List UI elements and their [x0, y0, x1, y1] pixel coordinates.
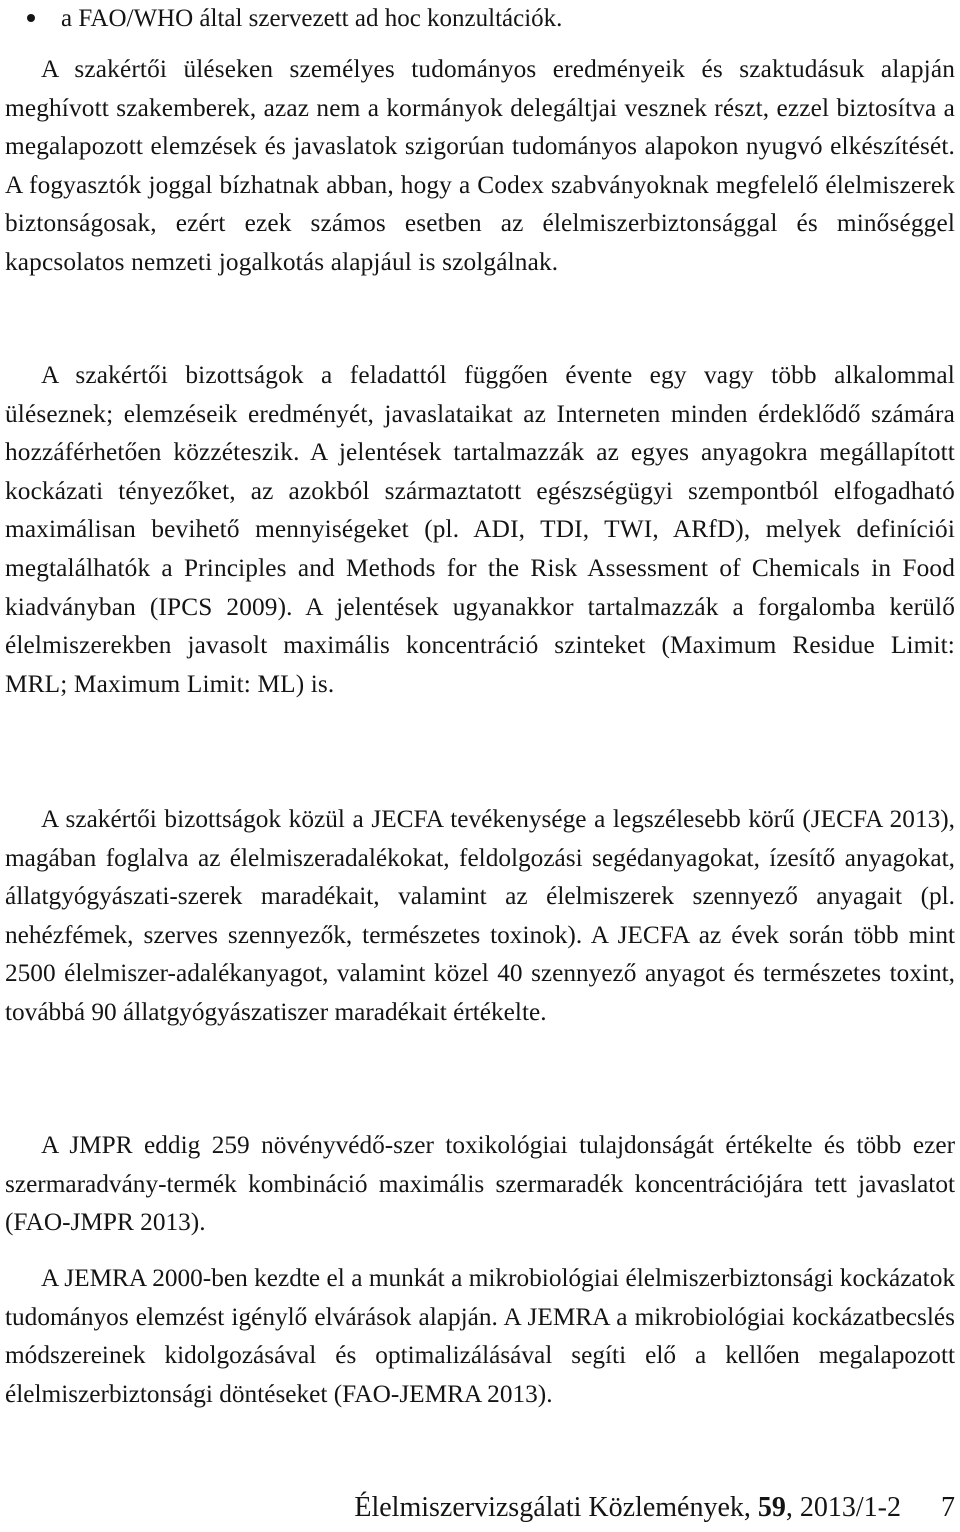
- journal-volume: 59: [757, 1492, 786, 1523]
- bullet-list-item: [5, 4, 955, 34]
- journal-issue: , 2013/1-2: [785, 1492, 901, 1523]
- paragraph: A JEMRA 2000-ben kezdte el a munkát a mikrobiológiai élelmiszerbiztonsági kockázatok tudományos elemzést igénylő elvárások alapján. A JEMRA a mikrobiológiai kockázatbecslés módszereinek kidolgozásával és optimalizálásával segíti elő a kellően megalapozott élelmiszerbiztonsági döntéseket (FAO-JEMRA 2013).: [5, 1264, 955, 1408]
- page-footer: [5, 1490, 955, 1526]
- bullet-item-text: a FAO/WHO által szervezett ad hoc konzultációk.: [61, 5, 563, 32]
- paragraph: A szakértői üléseken személyes tudományos eredményeik és szaktudásuk alapján meghívott szakemberek, azaz nem a kormányok delegáltjai vesznek részt, ezzel biztosítva a megalapozott elemzések és javaslatok szigorúan tudományos alapokon nyugvó elkészítését. A fogyasztók joggal bízhatnak abban, hogy a Codex szabványoknak megfelelő élelmiszerek biztonságosak, ezért ezek számos esetben az élelmiszerbiztonsággal és minőséggel kapcsolatos nemzeti jogalkotás alapjául is szolgálnak.: [5, 55, 955, 276]
- paragraph: A JMPR eddig 259 növényvédő-szer toxikológiai tulajdonságát értékelte és több ezer szermaradvány-termék kombináció maximális szermaradék koncentrációjára tett javaslatot (FAO-JMPR 2013).: [5, 1131, 955, 1237]
- paragraph: A szakértői bizottságok a feladattól függően évente egy vagy több alkalommal üléseznek; elemzéseik eredményét, javaslataikat az Interneten minden érdeklődő számára hozzáférhetően közzéteszik. A jelentések tartalmazzák az egyes anyagokra megállapított kockázati tényezőket, az azokból származtatott egészségügyi szempontból elfogadható maximálisan bevihető mennyiségeket (pl. ADI, TDI, TWI, ARfD), melyek definíciói megtalálhatók a Principles and Methods for the Risk Assessment of Chemicals in Food kiadványban (IPCS 2009). A jelentések ugyanakkor tartalmazzák a forgalomba kerülő élelmiszerekben javasolt maximális koncentráció szinteket (Maximum Residue Limit: MRL; Maximum Limit: ML) is.: [5, 361, 955, 698]
- paragraph: A szakértői bizottságok közül a JECFA tevékenysége a legszélesebb körű (JECFA 2013), magában foglalva az élelmiszeradalékokat, feldolgozási segédanyagokat, ízesítő anyagokat, állatgyógyászati-szerek maradékait, valamint az élelmiszerek szennyező anyagait (pl. nehézfémek, szerves szennyezők, természetes toxinok). A JECFA az évek során több mint 2500 élelmiszer-adalékanyagot, valamint közel 40 szennyező anyagot és természetes toxint, továbbá 90 állatgyógyászatiszer maradékait értékelte.: [5, 805, 955, 1026]
- bullet-icon: [27, 14, 35, 22]
- journal-title: Élelmiszervizsgálati Közlemények,: [354, 1492, 758, 1523]
- page-number: 7: [941, 1492, 955, 1523]
